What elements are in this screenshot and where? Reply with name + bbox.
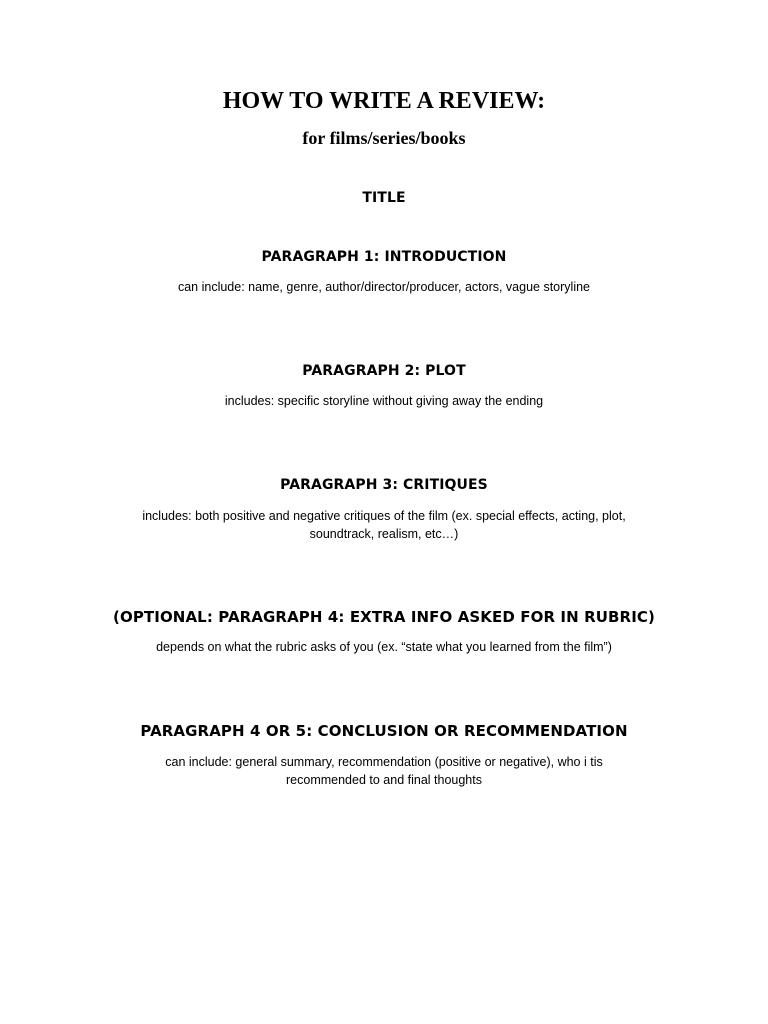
- section-description-conclusion: can include: general summary, recommendation (positive or negative), who i tis recommended to and final thoughts: [165, 755, 603, 787]
- title-label: TITLE: [362, 190, 406, 206]
- section-heading-critiques: PARAGRAPH 3: CRITIQUES: [280, 477, 488, 493]
- section-description-optional-extra-info: depends on what the rubric asks of you (ex. “state what you learned from the film”): [156, 640, 612, 654]
- section-heading-optional-extra-info: (OPTIONAL: PARAGRAPH 4: EXTRA INFO ASKED FOR IN RUBRIC): [113, 608, 655, 626]
- document-subtitle: for films/series/books: [302, 128, 466, 148]
- section-heading-conclusion: PARAGRAPH 4 OR 5: CONCLUSION OR RECOMMENDATION: [140, 722, 628, 740]
- section-description-critiques: includes: both positive and negative critiques of the film (ex. special effects, acting, plot, soundtrack, realism, etc…): [142, 509, 626, 541]
- section-description-introduction: can include: name, genre, author/director/producer, actors, vague storyline: [177, 280, 591, 294]
- section-heading-introduction: PARAGRAPH 1: INTRODUCTION: [261, 249, 507, 265]
- section-heading-plot: PARAGRAPH 2: PLOT: [302, 363, 466, 379]
- section-description-plot: includes: specific storyline without giving away the ending: [224, 394, 544, 408]
- document-title: HOW TO WRITE A REVIEW:: [222, 88, 546, 114]
